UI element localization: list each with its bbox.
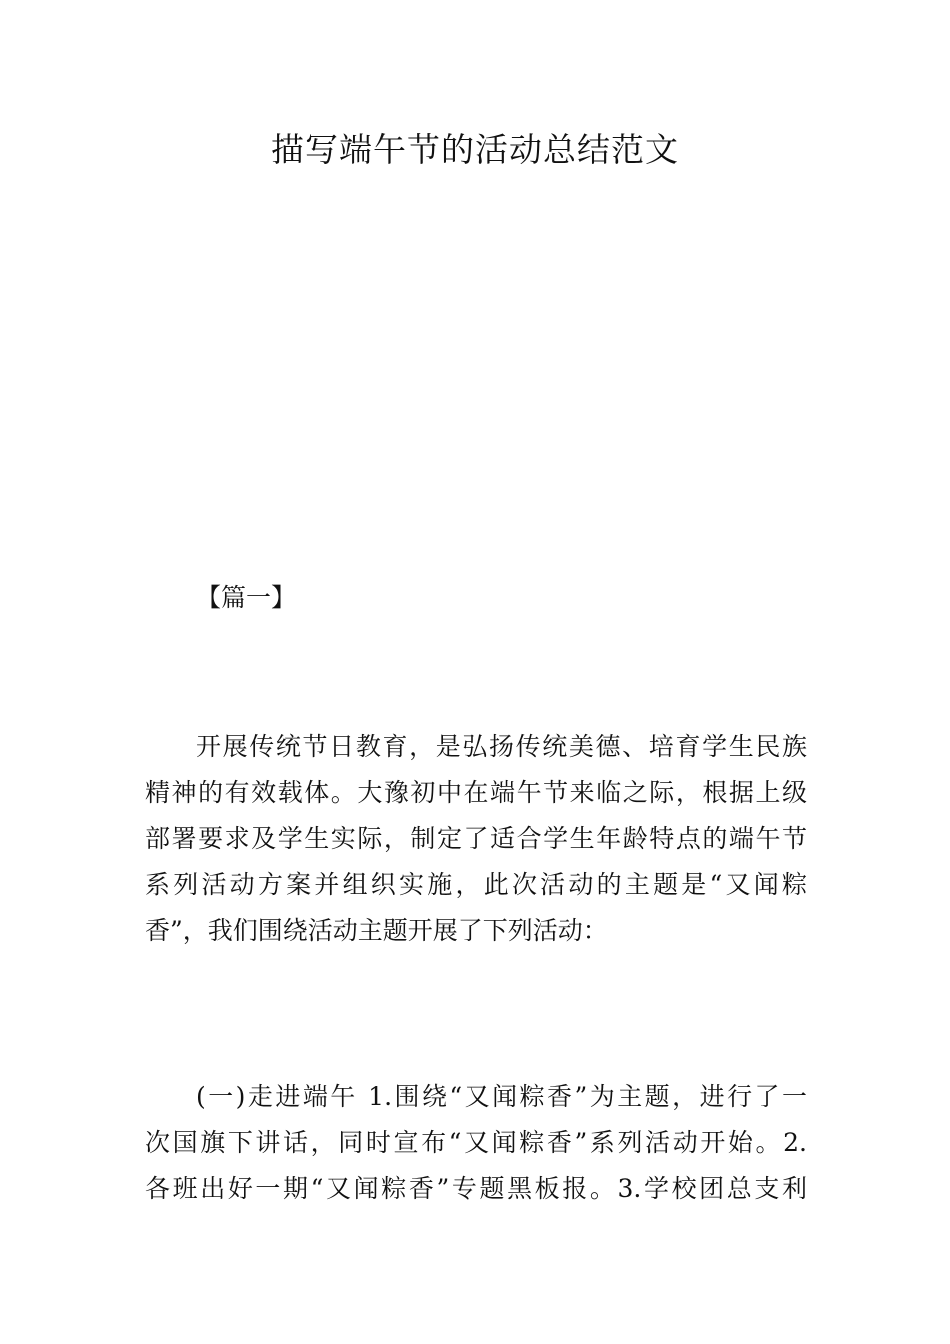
paragraph-line: 系列活动方案并组织实施，此次活动的主题是“又闻粽	[145, 870, 807, 899]
paragraph-line: 精神的有效载体。大豫初中在端午节来临之际，根据上级	[145, 778, 807, 807]
paragraph-line: 各班出好一期“又闻粽香”专题黑板报。3.学校团总支利	[145, 1174, 807, 1203]
paragraph-line: (一)走进端午 1.围绕“又闻粽香”为主题，进行了一	[196, 1082, 807, 1111]
paragraph-line: 香”，我们围绕活动主题开展了下列活动：	[145, 916, 608, 945]
paragraph-line: 部署要求及学生实际，制定了适合学生年龄特点的端午节	[145, 824, 807, 853]
paragraph-line: 次国旗下讲话，同时宣布“又闻粽香”系列活动开始。2.	[145, 1128, 807, 1157]
paragraph-activities	[145, 1074, 807, 1212]
document-title: 描写端午节的活动总结范文	[271, 130, 679, 169]
paragraph-intro	[145, 724, 807, 954]
paragraph-line: 开展传统节日教育，是弘扬传统美德、培育学生民族	[196, 732, 807, 761]
section-label: 【篇一】	[196, 583, 297, 612]
